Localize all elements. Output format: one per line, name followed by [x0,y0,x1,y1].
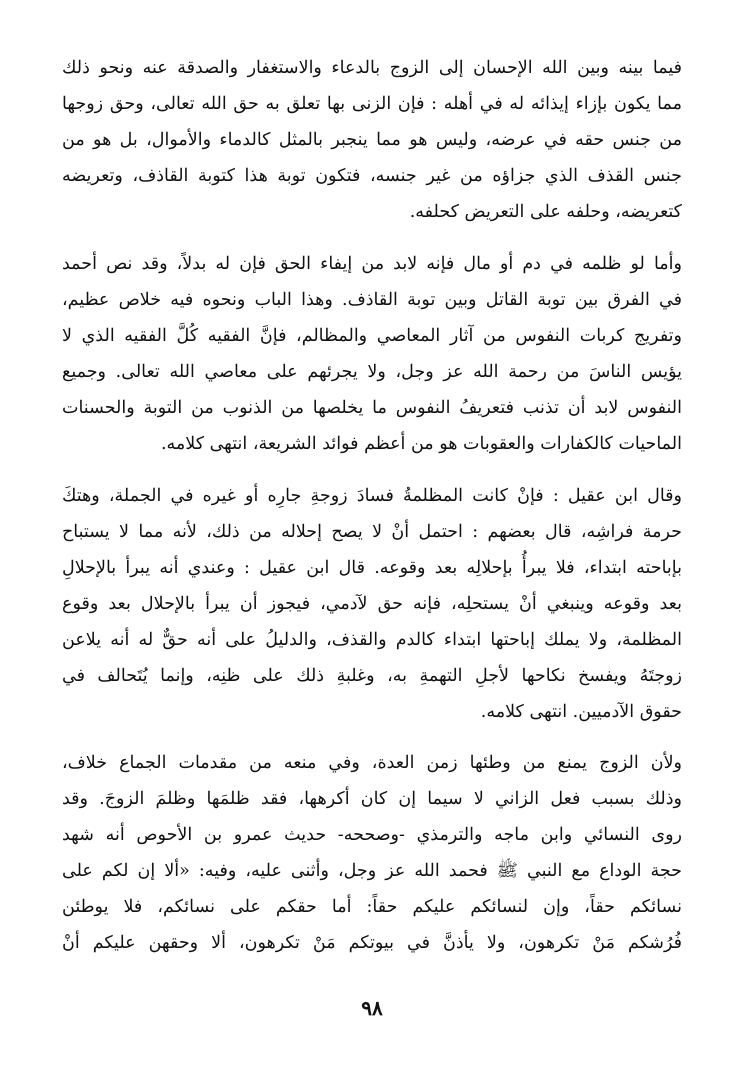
text-line: جنس القذف الذي جزاؤه من غير جنسه، فتكون توبة هذا كتوبة القاذف، وتعريضه [62,166,682,186]
paragraph-4 [62,745,682,961]
text-line: المظلمة، ولا يملك إباحتها ابتداء كالدم والقذف، والدليلُ على أنه حقٌّ له أنه يلاعن [62,630,682,650]
text-line: فيما بينه وبين الله الإحسان إلى الزوج بالدعاء والاستغفار والصدقة عنه ونحو ذلك [62,58,682,78]
paragraph-1 [62,50,682,230]
text-line: زوجتَهُ ويفسخ نكاحها لأجلِ التهمةِ به، وغلبةِ ذلك على ظنِه، وإنما يُتَحالف في [62,666,682,686]
text-line: حقوق الآدميين. انتهى كلامه. [480,702,682,722]
text-line: وتفريج كربات النفوس من آثار المعاصي والمظالم، فإنَّ الفقيه كُلَّ الفقيه الذي لا [62,326,682,346]
text-line: بإباحته ابتداء، فلا يبرأُ بإحلالِه بعد وقوعه. قال ابن عقيل : وعندي أنه يبرأ بالإحلالِ [62,558,682,578]
text-line: حرمة فراشِه، قال بعضهم : احتمل أنْ لا يصح إحلاله من ذلك، لأنه مما لا يستباح [62,522,682,542]
text-line: يؤيس الناسَ من رحمة الله عز وجل، ولا يجرئهم على معاصي الله تعالى. وجميع [62,362,682,382]
text-line: نسائكم حقاً، وإن لنسائكم عليكم حقاً: أما حقكم على نسائكم، فلا يوطئن [62,897,682,917]
text-line: مما يكون بإزاء إيذائه له في أهله : فإن الزنى بها تعلق به حق الله تعالى، وحق زوجها [62,94,682,114]
text-line: من جنس حقه في عرضه، وليس هو مما ينجبر بالمثل كالدماء والأموال، بل هو من [62,130,682,150]
text-line: في الفرق بين توبة القاتل وبين توبة القاذف. وهذا الباب ونحوه فيه خلاص عظيم، [62,290,682,310]
text-line: بعد وقوعه وينبغي أنْ يستحلِه، فإنه حق لآدمي، فيجوز أن يبرأ بالإحلال بعد وقوع [62,594,682,614]
text-line: كتعريضه، وحلفه على التعريض كحلفه. [409,202,682,222]
text-line: النفوس لابد أن تذنب فتعريفُ النفوس ما يخلصها من الذنوب من التوبة والحسنات [62,398,682,418]
page-number: ٩٨ [361,996,383,1020]
text-line: وأما لو ظلمه في دم أو مال فإنه لابد من إيفاء الحق فإن له بدلاً، وقد نص أحمد [62,254,682,274]
text-line: حجة الوداع مع النبي ﷺ فحمد الله عز وجل، وأثنى عليه، وفيه: «ألا إن لكم على [62,861,682,881]
text-line: فُرُشكم مَنْ تكرهون، ولا يأذنَّ في بيوتكم مَنْ تكرهون، ألا وحقهن عليكم أنْ [62,933,682,953]
text-line: روى النسائي وابن ماجه والترمذي -وصححه- حديث عمرو بن الأحوص أنه شهد [62,825,682,845]
text-line: وقال ابن عقيل : فإنْ كانت المظلمةُ فسادَ زوجةِ جارِه أو غيره في الجملة، وهتكَ [62,486,682,506]
text-line: وذلك بسبب فعل الزاني لا سيما إن كان أكرهها، فقد ظلمَها وظلمَ الزوجَ. وقد [62,789,682,809]
text-line: الماحيات كالكفارات والعقوبات هو من أعظم فوائد الشريعة، انتهى كلامه. [160,434,682,454]
paragraph-3 [62,478,682,730]
paragraph-2 [62,246,682,462]
text-line: ولأن الزوج يمنع من وطئها زمن العدة، وفي منعه من مقدمات الجماع خلاف، [62,753,682,773]
